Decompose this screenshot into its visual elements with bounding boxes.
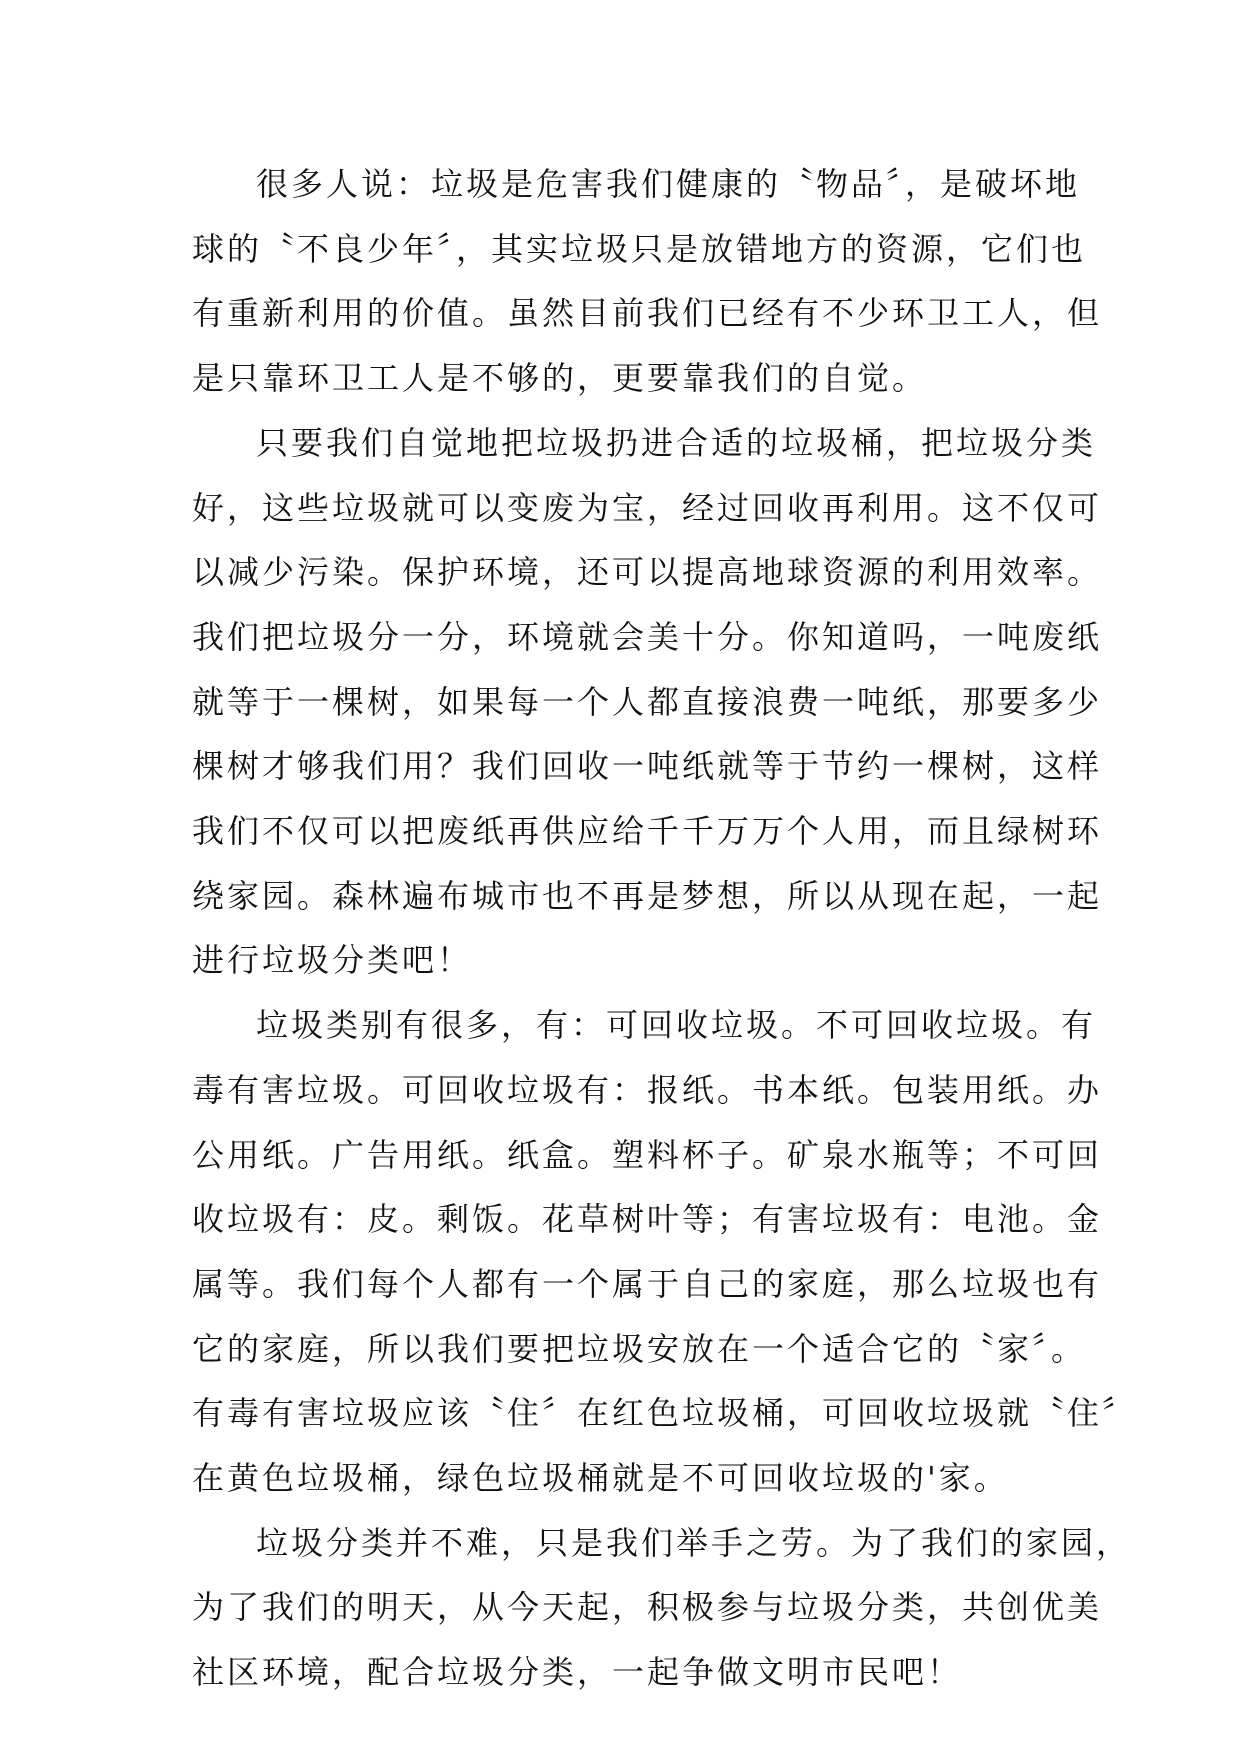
paragraph-line: 社区环境，配合垃圾分类，一起争做文明市民吧！ — [192, 1653, 963, 1692]
paragraph-line: 我们不仅可以把废纸再供应给千千万万个人用，而且绿树环 — [192, 812, 1103, 851]
paragraph-line: 为了我们的明天，从今天起，积极参与垃圾分类，共创优美 — [192, 1588, 1103, 1627]
paragraph-line: 公用纸。广告用纸。纸盒。塑料杯子。矿泉水瓶等；不可回 — [192, 1135, 1103, 1174]
paragraph-line: 很多人说：垃圾是危害我们健康的〝物品〞，是破坏地 — [256, 165, 1081, 203]
paragraph-line: 以减少污染。保护环境，还可以提高地球资源的利用效率。 — [192, 553, 1103, 592]
paragraph-line: 收垃圾有：皮。剩饭。花草树叶等；有害垃圾有：电池。金 — [192, 1200, 1103, 1239]
paragraph-line: 棵树才够我们用？我们回收一吨纸就等于节约一棵树，这样 — [192, 747, 1103, 786]
paragraph-line: 进行垃圾分类吧！ — [192, 941, 473, 980]
paragraph-line: 球的〝不良少年〞，其实垃圾只是放错地方的资源，它们也 — [192, 229, 1087, 268]
paragraph-line: 只要我们自觉地把垃圾扔进合适的垃圾桶，把垃圾分类 — [256, 423, 1097, 462]
paragraph-line: 它的家庭，所以我们要把垃圾安放在一个适合它的〝家〞。 — [192, 1329, 1087, 1368]
paragraph-line: 在黄色垃圾桶，绿色垃圾桶就是不可回收垃圾的'家。 — [192, 1459, 1009, 1498]
paragraph-line: 我们把垃圾分一分，环境就会美十分。你知道吗，一吨废纸 — [192, 617, 1103, 656]
document-body — [192, 152, 1138, 1705]
paragraph-line: 有毒有害垃圾应该〝住〞在红色垃圾桶，可回收垃圾就〝住〞 — [192, 1394, 1138, 1433]
paragraph-line: 有重新利用的价值。虽然目前我们已经有不少环卫工人，但 — [192, 294, 1103, 333]
paragraph-line: 是只靠环卫工人是不够的，更要靠我们的自觉。 — [192, 359, 928, 398]
paragraph-line: 就等于一棵树，如果每一个人都直接浪费一吨纸，那要多少 — [192, 682, 1103, 721]
paragraph-line: 垃圾类别有很多，有：可回收垃圾。不可回收垃圾。有 — [256, 1006, 1097, 1045]
paragraph-line: 绕家园。森林遍布城市也不再是梦想，所以从现在起，一起 — [192, 876, 1103, 915]
paragraph-4 — [192, 1511, 1132, 1705]
paragraph-line: 好，这些垃圾就可以变废为宝，经过回收再利用。这不仅可 — [192, 488, 1103, 527]
paragraph-3 — [192, 993, 1138, 1511]
paragraph-1 — [192, 152, 1103, 411]
paragraph-line: 属等。我们每个人都有一个属于自己的家庭，那么垃圾也有 — [192, 1264, 1103, 1303]
paragraph-2 — [192, 411, 1103, 993]
paragraph-line: 毒有害垃圾。可回收垃圾有：报纸。书本纸。包装用纸。办 — [192, 1070, 1103, 1109]
paragraph-line: 垃圾分类并不难，只是我们举手之劳。为了我们的家园， — [256, 1523, 1132, 1562]
